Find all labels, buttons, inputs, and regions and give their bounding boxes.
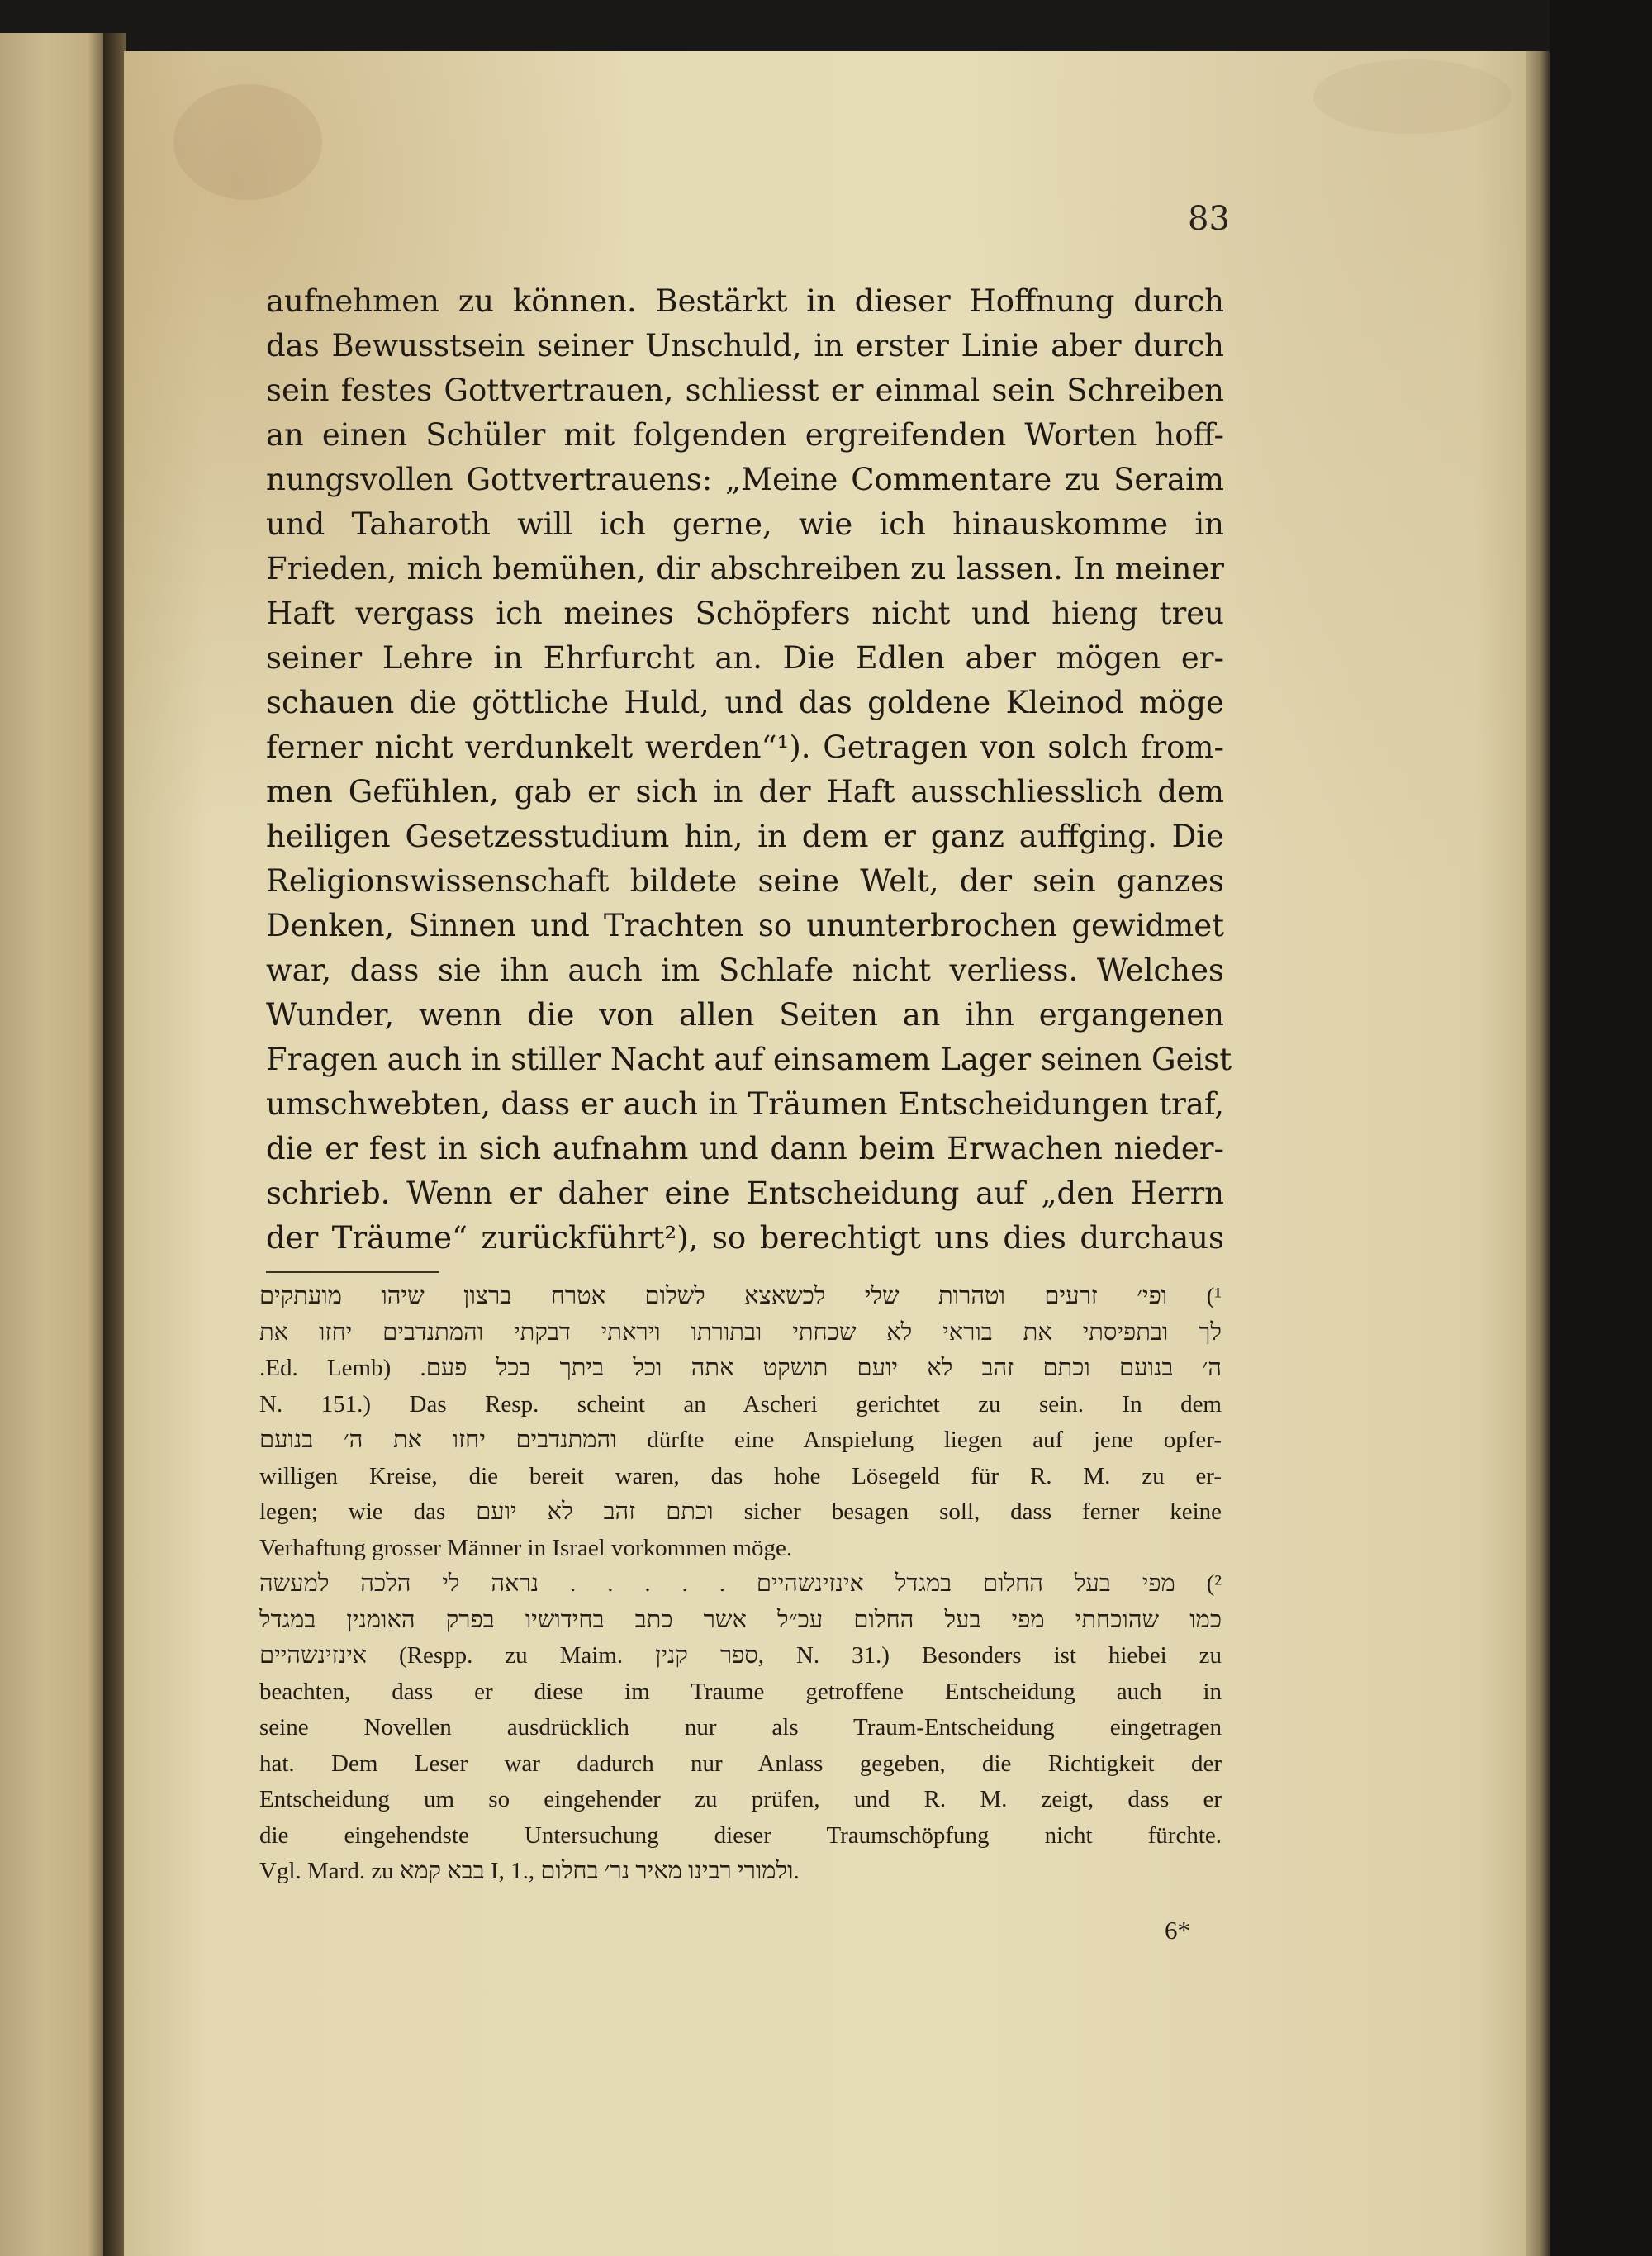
text-line: Wunder, wenn die von allen Seiten an ihn ergangenen	[266, 997, 1224, 1033]
scan-background-top	[0, 0, 1652, 58]
text-line: an einen Schüler mit folgenden ergreifenden Worten hoff-	[266, 417, 1224, 453]
text-line: war, dass sie ihn auch im Schlafe nicht verliess. Welches	[266, 952, 1224, 988]
footnote-line: N. 151.) Das Resp. scheint an Ascheri gerichtet zu sein. In dem	[259, 1390, 1222, 1418]
facing-page-edge	[0, 33, 103, 2256]
footnote-line: ה׳ בנועם וכתם זהב לא יועם תושקט אתה וכל ביתך בכל פעם. (Ed. Lemb.	[259, 1355, 1222, 1381]
footnote-line: אינזינשהיים (Respp. zu Maim. ספר קנין, N. 31.) Besonders ist hiebei zu	[259, 1642, 1222, 1669]
page-edge-right	[1526, 51, 1550, 2256]
stain-mark	[1313, 59, 1512, 134]
footnote-line: willigen Kreise, die bereit waren, das hohe Lösegeld für R. M. zu er-	[259, 1462, 1222, 1489]
text-line: Denken, Sinnen und Trachten so ununterbrochen gewidmet	[266, 908, 1224, 943]
footnote-line: seine Novellen ausdrücklich nur als Traum-Entscheidung eingetragen	[259, 1714, 1222, 1741]
text-line: seiner Lehre in Ehrfurcht an. Die Edlen aber mögen er-	[266, 640, 1224, 676]
text-line: Frieden, mich bemühen, dir abschreiben zu lassen. In meiner	[266, 551, 1224, 587]
text-line: sein festes Gottvertrauen, schliesst er einmal sein Schreiben	[266, 373, 1224, 408]
scan-background-right	[1550, 0, 1652, 2256]
text-line: das Bewusstsein seiner Unschuld, in erster Linie aber durch	[266, 328, 1224, 363]
text-line: die er fest in sich aufnahm und dann beim Erwachen nieder-	[266, 1131, 1224, 1166]
footnote-line: Vgl. Mard. zu בבא קמא I, 1., ולמורי רבינו מאיר נר׳ בחלום.	[259, 1858, 800, 1884]
footnote-line: die eingehendste Untersuchung dieser Traumschöpfung nicht fürchte.	[259, 1821, 1222, 1849]
footnote-line: לך ובתפיסתי את בוראי לא שכחתי ובתורתו ויראתי דבקתי והמתנדבים יחזו את	[259, 1318, 1222, 1346]
footnote-line: hat. Dem Leser war dadurch nur Anlass gegeben, die Richtigkeit der	[259, 1750, 1222, 1777]
text-line: der Träume“ zurückführt²), so berechtigt uns dies durchaus	[266, 1220, 1224, 1256]
stain-mark	[173, 84, 322, 200]
text-line: schauen die göttliche Huld, und das goldene Kleinod möge	[266, 685, 1224, 720]
footnote-line: כמו שהוכחתי מפי בעל החלום עכ״ל אשר כתב בחידושיו בפרק האומנין במגדל	[259, 1606, 1222, 1633]
main-text-block	[266, 279, 1232, 1261]
text-line: Haft vergass ich meines Schöpfers nicht und hieng treu	[266, 596, 1224, 631]
footnote-line: והמתנדבים יחזו את ה׳ בנועם dürfte eine Anspielung liegen auf jene opfer-	[259, 1427, 1222, 1453]
text-line: Fragen auch in stiller Nacht auf einsamem Lager seinen Geist	[266, 1042, 1232, 1077]
footnote-line: ¹) ופי׳ זרעים וטהרות שלי לכשאצא לשלום אטרח ברצון שיהו מועתקים	[259, 1283, 1222, 1309]
footnote-line: legen; wie das וכתם זהב לא יועם sicher besagen soll, dass ferner keine	[259, 1498, 1222, 1525]
footnote-line: Verhaftung grosser Männer in Israel vorkommen möge.	[259, 1534, 793, 1561]
footnote-divider	[266, 1271, 439, 1273]
text-line: nungsvollen Gottvertrauens: „Meine Commentare zu Seraim	[266, 462, 1224, 497]
footnote-line: beachten, dass er diese im Traume getroffene Entscheidung auch in	[259, 1678, 1222, 1705]
footnote-line: ²) מפי בעל החלום במגדל אינזינשהיים . . . . . נראה לי הלכה למעשה	[259, 1570, 1222, 1597]
footnotes-block	[259, 1279, 1222, 1890]
text-line: aufnehmen zu können. Bestärkt in dieser Hoffnung durch	[266, 283, 1224, 319]
printer-signature-mark: 6*	[1165, 1916, 1190, 1945]
text-line: heiligen Gesetzesstudium hin, in dem er ganz auffging. Die	[266, 819, 1224, 854]
page-number: 83	[1188, 200, 1230, 238]
text-line: Religionswissenschaft bildete seine Welt, der sein ganzes	[266, 863, 1224, 899]
book-gutter	[103, 33, 126, 2256]
text-line: men Gefühlen, gab er sich in der Haft ausschliesslich dem	[266, 774, 1224, 810]
text-line: und Taharoth will ich gerne, wie ich hinauskomme in	[266, 506, 1224, 542]
footnote-line: Entscheidung um so eingehender zu prüfen, und R. M. zeigt, dass er	[259, 1786, 1222, 1812]
text-line: umschwebten, dass er auch in Träumen Entscheidungen traf,	[266, 1086, 1224, 1122]
text-line: schrieb. Wenn er daher eine Entscheidung auf „den Herrn	[266, 1175, 1224, 1211]
text-line: ferner nicht verdunkelt werden“¹). Getragen von solch from-	[266, 729, 1224, 765]
